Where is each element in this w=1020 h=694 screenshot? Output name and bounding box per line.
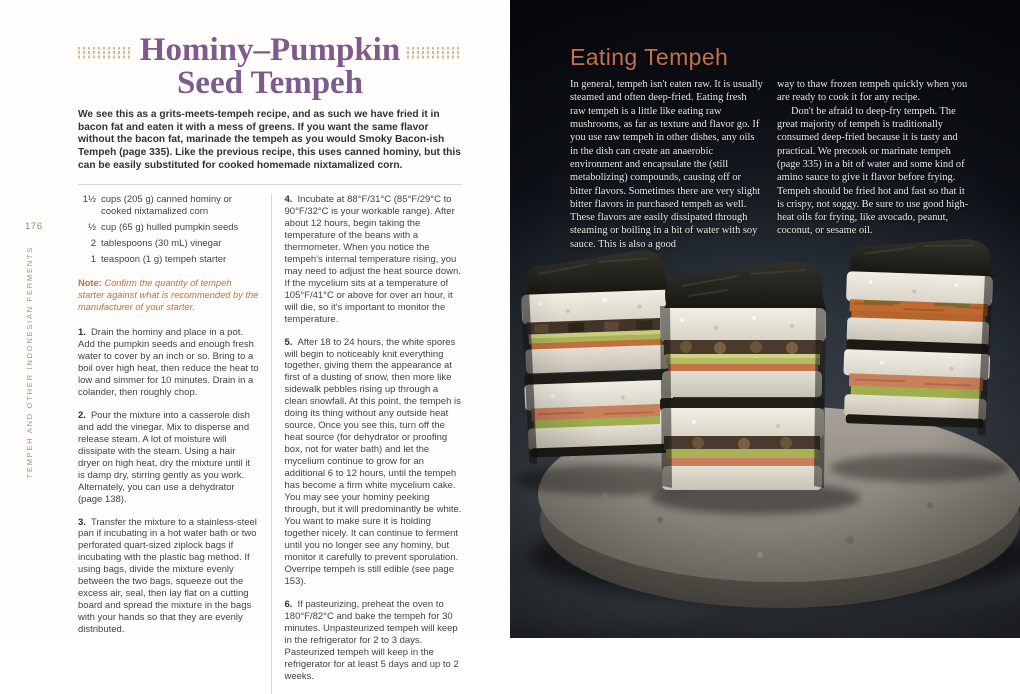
step-2 bbox=[78, 410, 260, 506]
eating-tempeh-sidebar bbox=[570, 44, 972, 251]
eating-tempeh-column-1 bbox=[570, 78, 764, 251]
ingredient-qty: ½ bbox=[88, 221, 96, 233]
recipe-title-row bbox=[78, 34, 462, 66]
step-text: If pasteurizing, preheat the oven to 180°F/82°C and bake the tempeh for 30 minutes. Unpasteurized tempeh will keep in the refrigerator for 2 to 3 days. Pasteurized tempeh will keep in the refrigerator for at least 5 days and up to 2 weeks. bbox=[284, 598, 459, 682]
recipe-page bbox=[0, 0, 510, 682]
note-label: Note: bbox=[78, 277, 102, 288]
ingredient-qty: 1 bbox=[90, 253, 96, 265]
step-text: Incubate at 88°F/31°C (85°F/29°C to 90°F/32°C is your workable range). After about 12 hours, begin taking the temperature of the beans with a thermometer. When you notice the tempeh's internal temperature rising, you may need to adjust the heat source down. If the mycelium sits at a temperature of 105°F/41°C or above for over an hour, it will die, so it's important to monitor the temperature. bbox=[284, 193, 461, 325]
step-text: Drain the hominy and place in a pot. Add the pumpkin seeds and enough fresh water to cover by an inch or so. Bring to a boil over high heat, then reduce the heat to low and simmer for 10 minutes. Drain in a colander, then roughly chop. bbox=[78, 326, 259, 398]
ingredient-row bbox=[78, 222, 260, 234]
ingredient-qty: 2 bbox=[90, 237, 96, 249]
step-text: After 18 to 24 hours, the white spores will begin to noticeably knit everything together, giving them the appearance at first of a dusting of snow, then more like sidewalk pebbles rising up through a clean snowfall. At this point, the tempeh is doing its thing without any outside heat source. Once you see this, turn off the heat source (for dehydrator or proofing box, not for water bath) and let the mycelium continue to grow for an additional 6 to 12 hours, until the tempeh has become a firm white mycelium cake. You may see your hominy peeking through, but it will predominantly be white. You want to make sure it is holding together nicely. It can continue to ferment until you no longer see any hominy, but monitor it carefully to prevent sporulation. Overripe tempeh is still edible (see page 153). bbox=[284, 336, 462, 587]
paragraph: way to thaw frozen tempeh quickly when you are ready to cook it for any recipe. bbox=[777, 79, 968, 104]
ingredient-text: teaspoon (1 g) tempeh starter bbox=[101, 253, 227, 265]
note-text: Confirm the quantity of tempeh starter against what is recommended by the manufacturer of your starter. bbox=[78, 277, 259, 312]
ingredient-row bbox=[78, 254, 260, 266]
step-6 bbox=[285, 599, 463, 683]
dotted-ornament-right bbox=[407, 47, 462, 60]
ingredient-list bbox=[78, 194, 260, 266]
recipe-title-line2: Seed Tempeh bbox=[176, 65, 364, 102]
ingredient-text: tablespoons (30 mL) vinegar bbox=[101, 237, 222, 249]
steps-1-3 bbox=[78, 327, 260, 636]
divider-rule bbox=[78, 184, 462, 185]
step-number: 2. bbox=[78, 409, 86, 421]
step-number: 4. bbox=[284, 193, 293, 205]
eating-tempeh-columns bbox=[570, 78, 972, 251]
eating-tempeh-column-2 bbox=[777, 78, 971, 251]
step-5 bbox=[285, 337, 463, 588]
step-1 bbox=[78, 327, 260, 399]
step-number: 5. bbox=[284, 336, 293, 348]
ingredient-qty: 1½ bbox=[82, 193, 96, 205]
dotted-ornament-left bbox=[78, 47, 133, 60]
step-text: Transfer the mixture to a stainless-steel pan if incubating in a hot water bath or two perforated quart-sized ziplock bags if incubating with the plastic bag method. If using bags, divide the mixture evenly between the two bags, squeeze out the excess air, seal, then lay flat on a cutting board and spread the mixture in the bags with your hands so that they are evenly distributed. bbox=[78, 516, 257, 636]
recipe-intro: We see this as a grits-meets-tempeh recipe, and as such we have fried it in bacon fat and eaten it with a mess of greens. If you want the same flavor without the bacon fat, marinade the tempeh as you would Smoky Bacon-ish Tempeh (page 335). Like the previous recipe, this uses canned hominy, but this can be easily substituted for cooked homemade nixtamalized corn. bbox=[78, 108, 461, 172]
ingredient-row bbox=[78, 194, 260, 218]
step-3 bbox=[78, 517, 260, 637]
recipe-column-right bbox=[271, 194, 463, 694]
ingredient-text: cups (205 g) canned hominy or cooked nixtamalized corn bbox=[101, 193, 232, 217]
recipe-title-line1: Hominy–Pumpkin bbox=[139, 32, 401, 68]
ingredient-text: cup (65 g) hulled pumpkin seeds bbox=[101, 221, 239, 233]
eating-tempeh-title: Eating Tempeh bbox=[570, 44, 729, 70]
recipe-columns bbox=[78, 194, 462, 694]
recipe-column-left bbox=[78, 194, 271, 694]
paragraph: In general, tempeh isn't eaten raw. It is usually steamed and often deep-fried. Eating fresh raw tempeh is a little like eating raw mushrooms, as far as texture and flavor go. If you use raw tempeh in other dishes, any oils in the dish can create an anaerobic environment and encapsulate the (still metabolizing) compounds, causing off or bitter flavors. Sometimes there are very slight bitter flavors in purchased tempeh as well. These flavors are easily dissipated through steaming or boiling in a bit of water with soy sauce. This is also a good bbox=[570, 79, 763, 250]
step-number: 3. bbox=[78, 516, 86, 528]
step-number: 6. bbox=[284, 598, 293, 610]
step-text: Pour the mixture into a casserole dish and add the vinegar. Mix to disperse and release steam. A lot of moisture will dissipate with the steam. Using a hair dryer on high heat, dry the mixture until it is damp dry, stirring gently as you work. Alternately, you can use a dehydrator (page 138). bbox=[78, 409, 251, 505]
page-number: 176 bbox=[25, 221, 43, 232]
paragraph: Don't be afraid to deep-fry tempeh. The great majority of tempeh is traditionally consumed deep-fried because it is tasty and practical. We precook or marinate tempeh (page 335) in a bit of water and some kind of amino sauce to give it flavor before frying. Tempeh should be fried hot and fast so that it is crispy, not soggy. Be sure to use good high-heat oils for frying, like avocado, peanut, coconut, or sesame oil. bbox=[777, 105, 969, 237]
step-number: 1. bbox=[78, 326, 86, 338]
ingredient-row bbox=[78, 238, 260, 250]
photo-page bbox=[510, 0, 1020, 638]
chapter-spine-text: TEMPEH AND OTHER INDONESIAN FERMENTS bbox=[25, 246, 34, 479]
step-4 bbox=[285, 194, 463, 326]
recipe-note bbox=[78, 277, 260, 313]
recipe-content bbox=[78, 34, 462, 694]
